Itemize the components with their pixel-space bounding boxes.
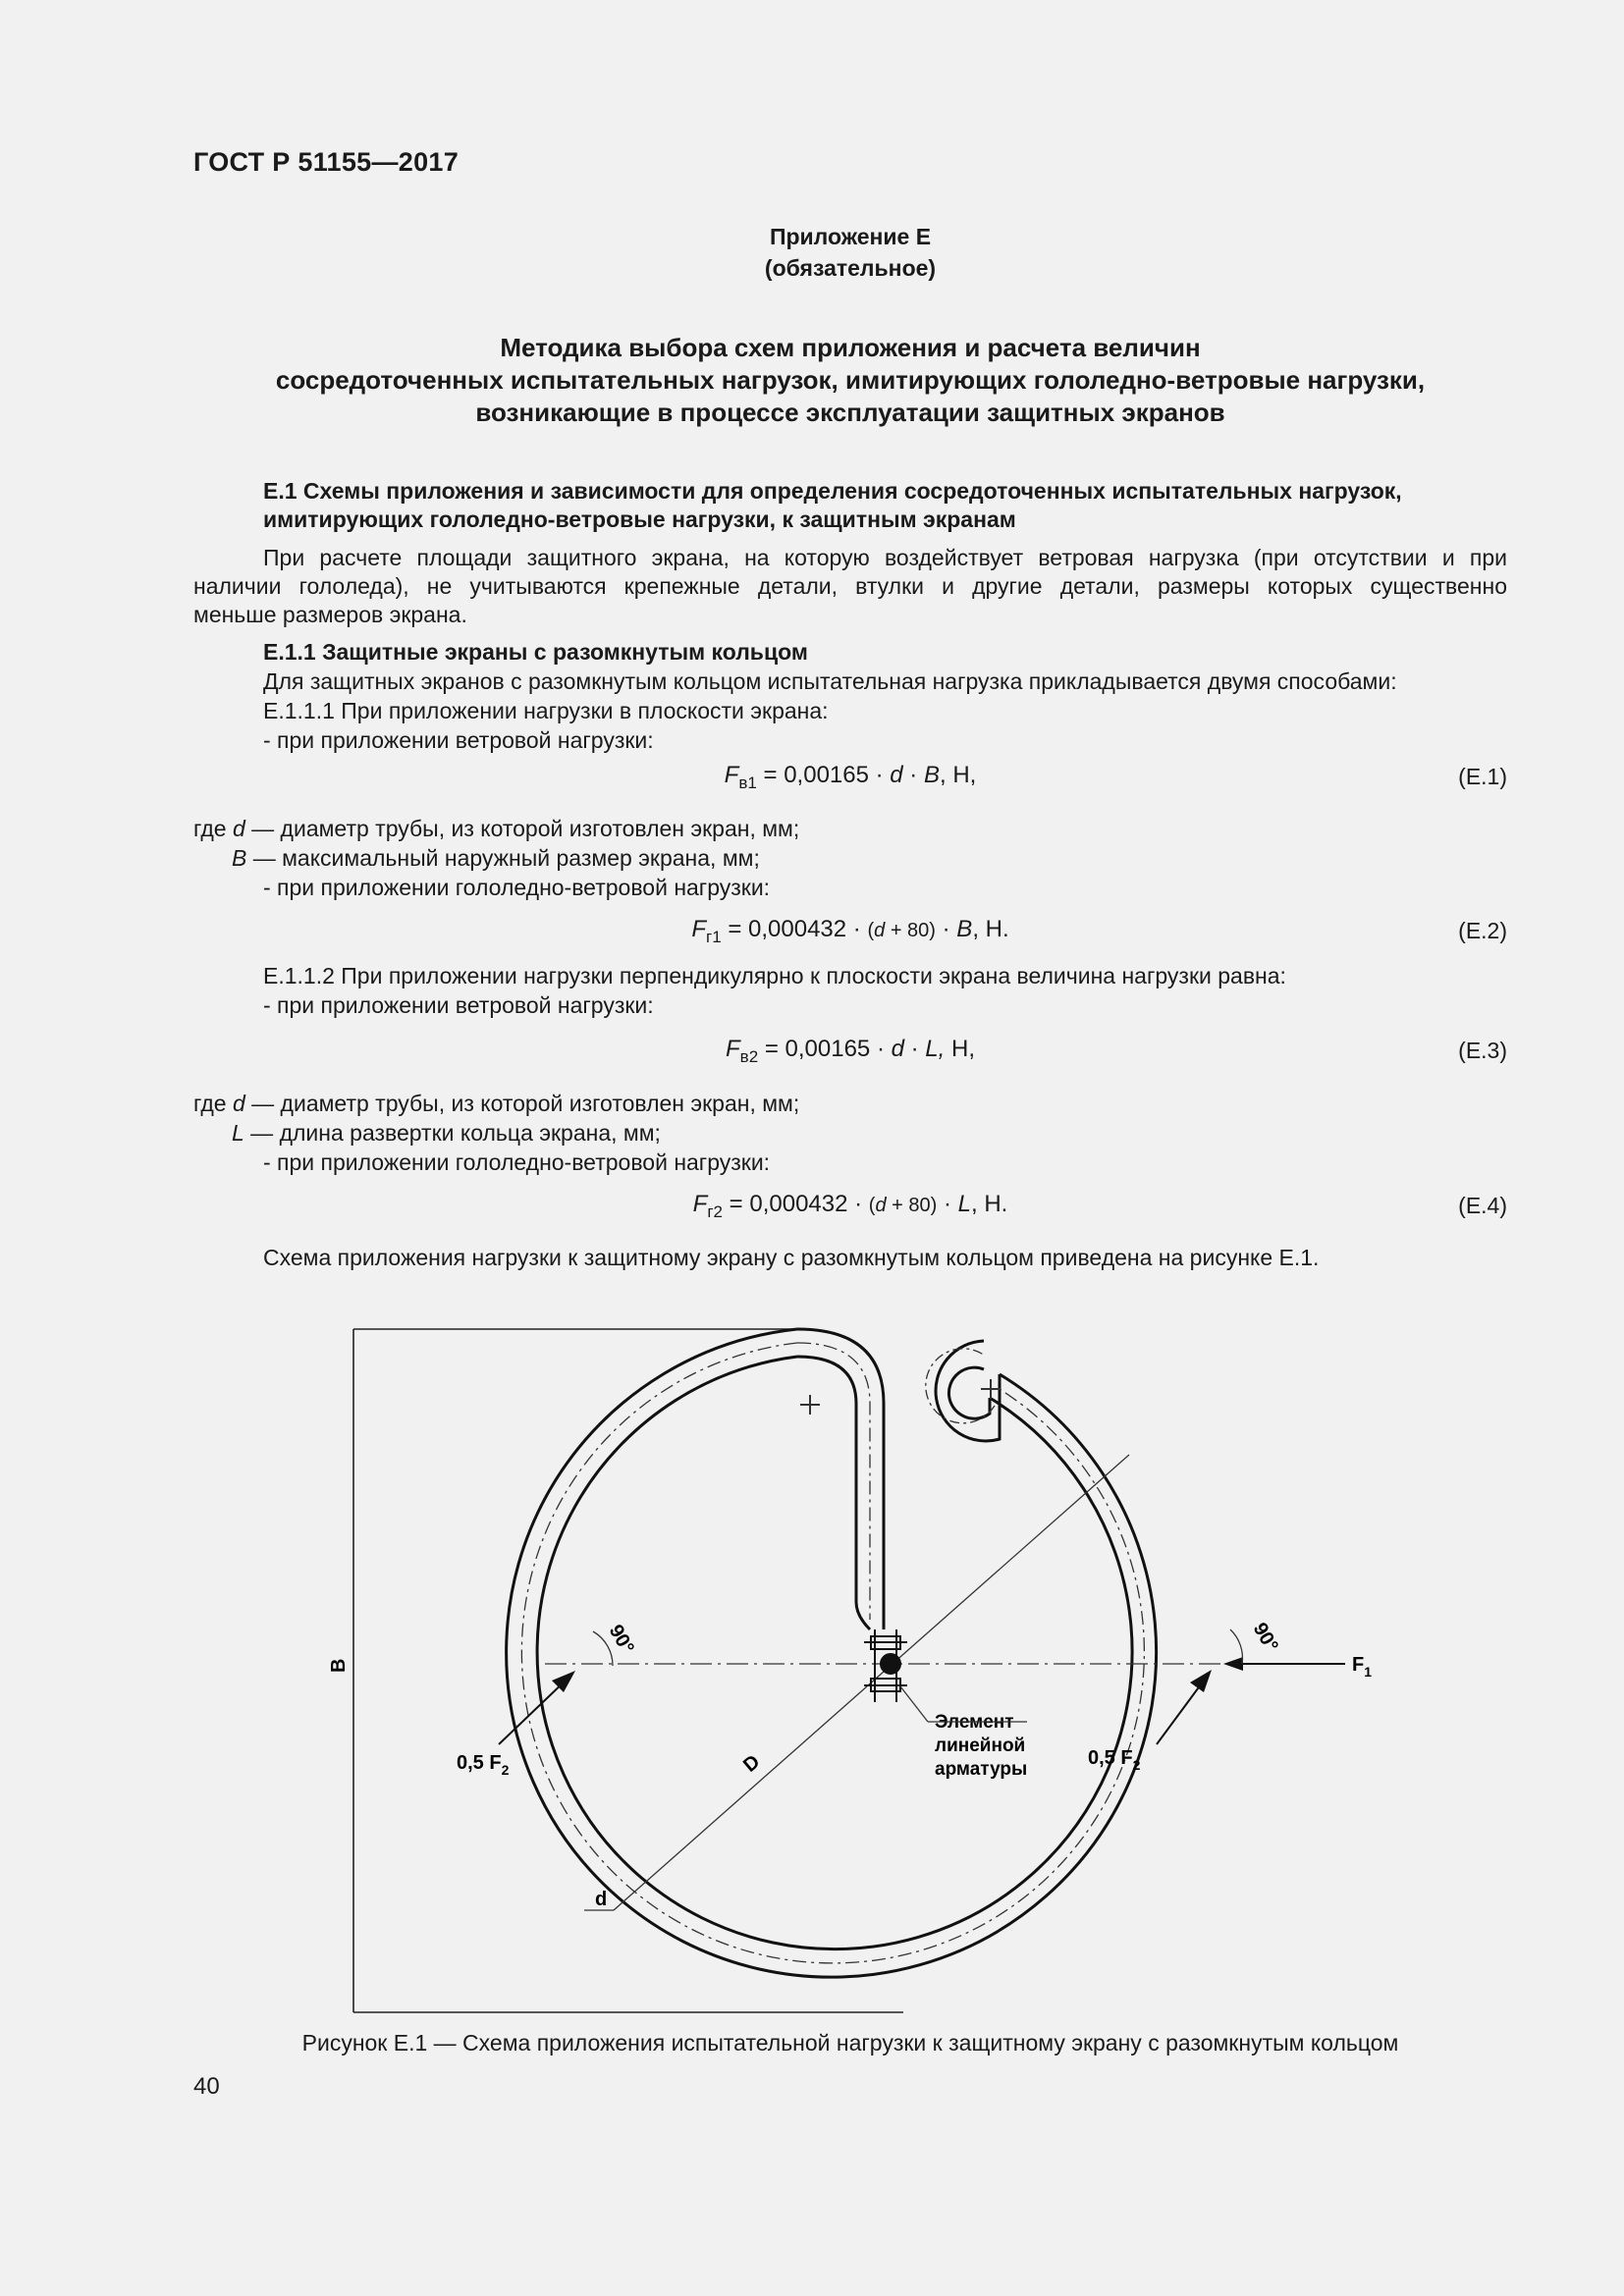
eq-var: d bbox=[890, 762, 903, 788]
eq-var: B bbox=[956, 916, 973, 942]
eq-paren: ( bbox=[867, 920, 875, 941]
eq-symbol: F bbox=[691, 916, 707, 942]
clause-e112: Е.1.1.2 При приложении нагрузки перпендикулярно к плоскости экрана величина нагрузки равна: bbox=[263, 963, 1286, 988]
wind-load-label: - при приложении ветровой нагрузки: bbox=[263, 992, 654, 1018]
eq-paren: ( bbox=[868, 1195, 876, 1216]
where-variable: L bbox=[232, 1120, 244, 1146]
label-f1: $F_1$ bbox=[1352, 1654, 1373, 1680]
eq-tail: , Н. bbox=[972, 916, 1009, 942]
eq-subscript: в1 bbox=[738, 774, 757, 792]
eq-var: L, bbox=[925, 1036, 946, 1062]
equation-number: (Е.2) bbox=[1458, 918, 1507, 943]
eq-body: = 0,00165 · bbox=[764, 1036, 892, 1062]
label-d-pipe: d bbox=[595, 1889, 608, 1910]
annex-heading-line: Методика выбора схем приложения и расчета величин bbox=[500, 333, 1201, 362]
label-half-f2-right: 0,5 $F_2$ bbox=[1088, 1747, 1141, 1773]
eq-subscript: г2 bbox=[707, 1202, 723, 1221]
where-prefix: где bbox=[193, 1091, 233, 1116]
where-text: — диаметр трубы, из которой изготовлен экран, мм; bbox=[244, 816, 800, 841]
where-text: — диаметр трубы, из которой изготовлен экран, мм; bbox=[244, 1091, 800, 1116]
eq-symbol: F bbox=[692, 1191, 708, 1217]
wind-load-label: - при приложении ветровой нагрузки: bbox=[263, 727, 654, 753]
center-mark-left bbox=[800, 1395, 820, 1415]
force-arrow-f1-head bbox=[1223, 1657, 1243, 1671]
intro-text: Для защитных экранов с разомкнутым кольцом испытательная нагрузка прикладывается двумя способами: bbox=[263, 668, 1397, 694]
hook-left-centerline bbox=[797, 1343, 870, 1620]
paragraph-line: наличии гололеда), не учитываются крепежные детали, втулки и другие детали, размеры которых существенно bbox=[193, 573, 1507, 599]
eq-dot: · bbox=[935, 916, 957, 942]
ring-centerline bbox=[521, 1343, 1144, 1963]
where-text: — длина развертки кольца экрана, мм; bbox=[244, 1120, 661, 1146]
eq-dot: · bbox=[937, 1191, 958, 1217]
eq-plus: + 80) bbox=[885, 920, 936, 941]
figure-caption: Рисунок Е.1 — Схема приложения испытательной нагрузки к защитному экрану с разомкнутым кольцом bbox=[301, 2030, 1399, 2056]
label-angle-left: 90° bbox=[604, 1621, 638, 1658]
eq-var: d bbox=[874, 920, 886, 941]
equation-number: (Е.1) bbox=[1458, 764, 1507, 789]
section-heading-line: Е.1 Схемы приложения и зависимости для определения сосредоточенных испытательных нагрузок, bbox=[263, 478, 1402, 504]
force-arrow-right-line bbox=[1157, 1681, 1204, 1744]
eq-symbol: F bbox=[724, 762, 739, 788]
where-text: — максимальный наружный размер экрана, мм; bbox=[246, 845, 760, 871]
section-heading-e11: Е.1.1 Защитные экраны с разомкнутым кольцом bbox=[263, 639, 808, 665]
center-mark-right bbox=[981, 1379, 1001, 1399]
eq-subscript: г1 bbox=[706, 928, 722, 946]
eq-var: L bbox=[957, 1191, 971, 1217]
annex-title: Приложение Е bbox=[769, 224, 932, 249]
paragraph-line: При расчете площади защитного экрана, на которую воздействует ветровая нагрузка (при отсутствии и при bbox=[263, 545, 1507, 570]
eq-var: d bbox=[891, 1036, 904, 1062]
eq-tail: Н, bbox=[945, 1036, 975, 1062]
label-d-diameter: D bbox=[739, 1750, 765, 1777]
eq-var: B bbox=[923, 762, 940, 788]
dimension-box-b bbox=[353, 1329, 903, 2012]
eq-dot: · bbox=[903, 1036, 926, 1062]
linear-fitting-element bbox=[864, 1629, 907, 1702]
section-heading-line: имитирующих гололедно-ветровые нагрузки, к защитным экранам bbox=[263, 507, 1016, 532]
ice-wind-load-label: - при приложении гололедно-ветровой нагрузки: bbox=[263, 1149, 771, 1175]
where-variable: B bbox=[232, 845, 247, 871]
label-b: B bbox=[328, 1658, 350, 1673]
equation-number: (Е.3) bbox=[1458, 1038, 1507, 1063]
annex-type: (обязательное) bbox=[764, 255, 937, 281]
force-arrow-right-head bbox=[1190, 1670, 1212, 1692]
eq-body: = 0,000432 · bbox=[729, 1191, 869, 1217]
ring-outer-edge bbox=[507, 1329, 1157, 1977]
ice-wind-load-label: - при приложении гололедно-ветровой нагрузки: bbox=[263, 875, 771, 900]
where-prefix: где bbox=[193, 816, 233, 841]
standard-id: ГОСТ Р 51155—2017 bbox=[193, 147, 460, 177]
eq-tail: , Н, bbox=[939, 762, 977, 788]
eq-subscript: в2 bbox=[739, 1047, 759, 1066]
label-angle-right: 90° bbox=[1248, 1619, 1282, 1656]
hook-left-outer bbox=[797, 1329, 884, 1629]
curl-right-inner bbox=[948, 1367, 990, 1418]
annex-heading-line: возникающие в процессе эксплуатации защитных экранов bbox=[475, 398, 1225, 427]
hook-left-inner bbox=[797, 1357, 870, 1629]
page-number: 40 bbox=[193, 2073, 220, 2100]
fitting-leader-line bbox=[900, 1686, 928, 1722]
eq-plus: + 80) bbox=[886, 1195, 938, 1216]
fitting-label: Элемент линейной арматуры bbox=[935, 1712, 1028, 1780]
annex-heading-line: сосредоточенных испытательных нагрузок, имитирующих гололедно-ветровые нагрузки, bbox=[275, 365, 1426, 395]
label-half-f2-left: 0,5 $F_2$ bbox=[457, 1752, 510, 1778]
eq-body: = 0,000432 · bbox=[728, 916, 868, 942]
clause-e111: Е.1.1.1 При приложении нагрузки в плоскости экрана: bbox=[263, 698, 829, 723]
figure-reference: Схема приложения нагрузки к защитному экрану с разомкнутым кольцом приведена на рисунке Е.1. bbox=[263, 1245, 1320, 1270]
where-variable: d bbox=[232, 1091, 245, 1116]
eq-tail: , Н. bbox=[970, 1191, 1008, 1217]
equation-number: (Е.4) bbox=[1458, 1193, 1507, 1218]
eq-body: = 0,00165 · bbox=[763, 762, 891, 788]
eq-symbol: F bbox=[726, 1036, 740, 1062]
where-variable: d bbox=[232, 816, 245, 841]
eq-dot: · bbox=[902, 762, 924, 788]
eq-var: d bbox=[875, 1195, 887, 1216]
paragraph-line: меньше размеров экрана. bbox=[193, 602, 467, 627]
